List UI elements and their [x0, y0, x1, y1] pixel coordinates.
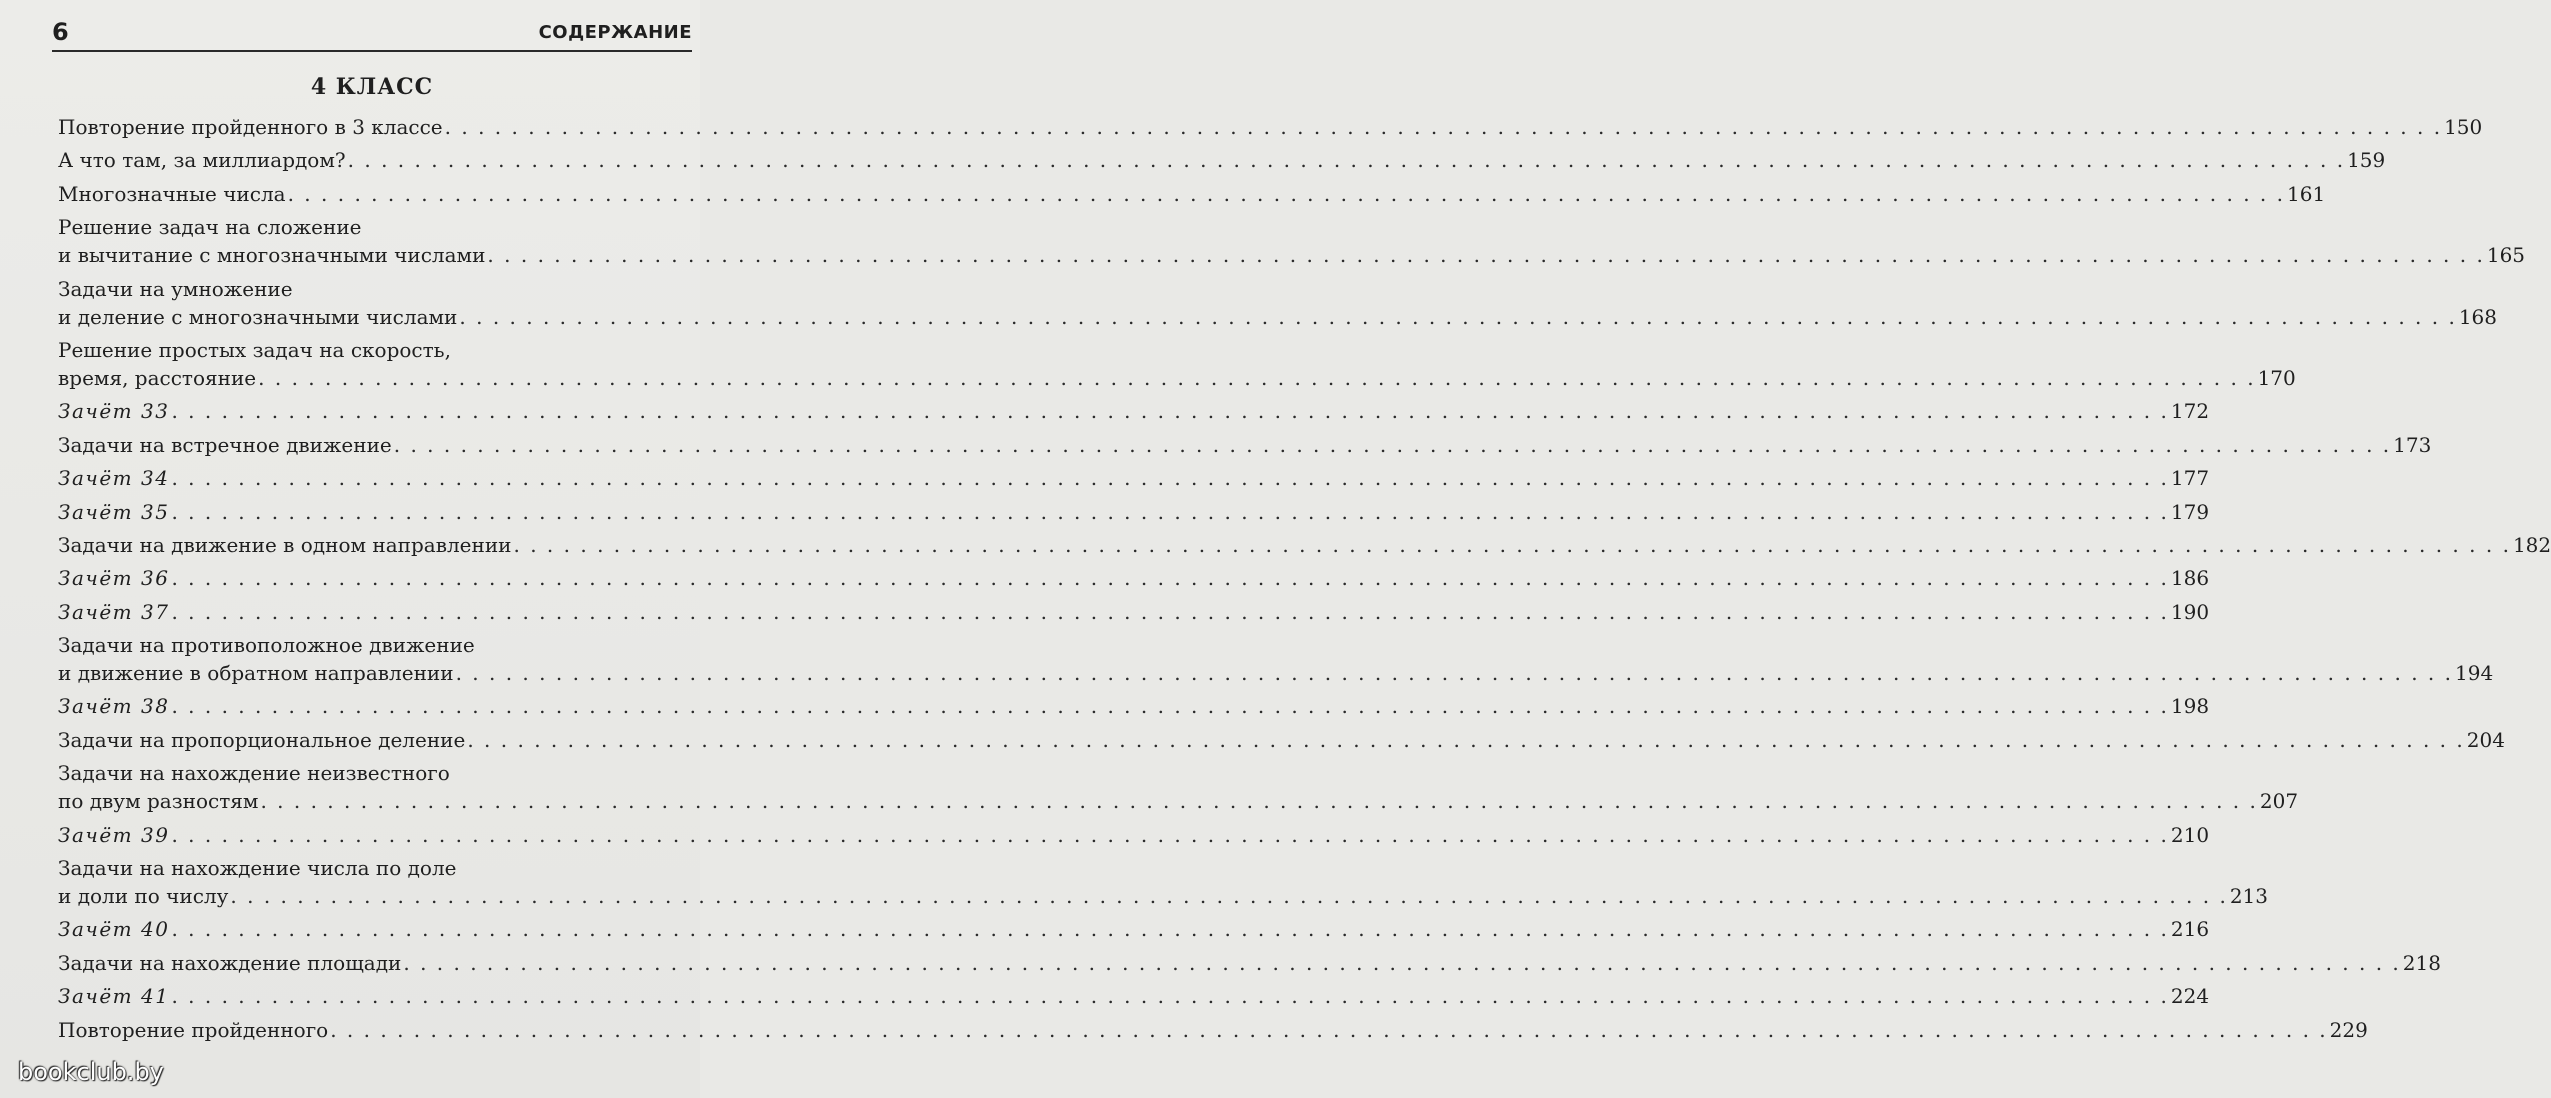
dot-leader: . . . . . . . . . . . . . . . . . . . . . . . . . . . . . . . . . . . . . . . . . . . . . . . . . . . . . . . . . . . . . . . . . . . . . . . . . . . . . . . . . . . . . . . . . . . . . . . . . . . . . . . . . . . . . . . . . . . . . . . .: [455, 661, 2453, 686]
dot-leader: . . . . . . . . . . . . . . . . . . . . . . . . . . . . . . . . . . . . . . . . . . . . . . . . . . . . . . . . . . . . . . . . . . . . . . . . . . . . . . . . . . . . . . . . . . . . . . . . . . . . . . . . . . . . . . . . . . . . . . . .: [258, 365, 2256, 390]
toc-page-number: 210: [2170, 822, 2210, 847]
toc-page-number: 179: [2170, 499, 2210, 524]
toc-entry-line: [58, 982, 2210, 1010]
dot-leader: . . . . . . . . . . . . . . . . . . . . . . . . . . . . . . . . . . . . . . . . . . . . . . . . . . . . . . . . . . . . . . . . . . . . . . . . . . . . . . . . . . . . . . . . . . . . . . . . . . . . . . . . . . . . . . . . . . . . . . . .: [403, 950, 2401, 975]
toc-entry-title: Задачи на нахождение неизвестного: [58, 761, 450, 786]
toc-entry: [58, 1016, 2368, 1044]
toc-entry-title: Зачёт 34: [58, 466, 170, 491]
toc-page-number: 172: [2170, 399, 2210, 424]
dot-leader: . . . . . . . . . . . . . . . . . . . . . . . . . . . . . . . . . . . . . . . . . . . . . . . . . . . . . . . . . . . . . . . . . . . . . . . . . . . . . . . . . . . . . . . . . . . . . . . . . . . . . . . . . . . . . . . . . . . . . . . .: [487, 243, 2485, 268]
dot-leader: . . . . . . . . . . . . . . . . . . . . . . . . . . . . . . . . . . . . . . . . . . . . . . . . . . . . . . . . . . . . . . . . . . . . . . . . . . . . . . . . . . . . . . . . . . . . . . . . . . . . . . . . . . . . . . . . . . . . . . . .: [171, 599, 2169, 624]
toc-entry: [58, 180, 2326, 208]
toc-entry-line: [58, 854, 690, 882]
toc-page-number: 218: [2402, 950, 2441, 975]
toc-page-number: 229: [2329, 1017, 2368, 1042]
toc-entry-title: и доли по числу: [58, 884, 229, 909]
toc-entry: [58, 692, 2210, 720]
toc-entry-line: [58, 213, 690, 241]
section-title: 4 КЛАСС: [310, 74, 434, 100]
dot-leader: . . . . . . . . . . . . . . . . . . . . . . . . . . . . . . . . . . . . . . . . . . . . . . . . . . . . . . . . . . . . . . . . . . . . . . . . . . . . . . . . . . . . . . . . . . . . . . . . . . . . . . . . . . . . . . . . . . . . . . . .: [171, 694, 2169, 719]
toc-entry-line: [58, 180, 2326, 208]
toc-entry-line: [58, 397, 2210, 425]
toc-entry-title: Повторение пройденного в 3 классе: [58, 115, 443, 139]
toc-entry-line: [58, 464, 2210, 492]
toc-page-number: 198: [2170, 694, 2210, 719]
running-title: СОДЕРЖАНИЕ: [538, 22, 692, 43]
toc-entry: [58, 726, 2505, 754]
toc-entry: [58, 564, 2210, 592]
toc-entry: [58, 146, 2386, 174]
table-of-contents: [58, 113, 2551, 1049]
toc-entry-line: [58, 726, 2505, 754]
toc-entry-title: Зачёт 41: [58, 984, 170, 1009]
toc-entry-title: Задачи на нахождение площади: [58, 950, 402, 975]
toc-entry-title: Решение задач на сложение: [58, 215, 362, 240]
toc-entry-title: Повторение пройденного: [58, 1017, 329, 1042]
dot-leader: . . . . . . . . . . . . . . . . . . . . . . . . . . . . . . . . . . . . . . . . . . . . . . . . . . . . . . . . . . . . . . . . . . . . . . . . . . . . . . . . . . . . . . . . . . . . . . . . . . . . . . . . . . . . . . . . . . . . . . . .: [513, 532, 2511, 557]
toc-entry: [58, 213, 2526, 269]
toc-entry-title: по двум разностям: [58, 789, 259, 814]
toc-entry-line: [58, 692, 2210, 720]
toc-page-number: 168: [2458, 304, 2498, 329]
toc-page-number: 161: [2287, 181, 2326, 206]
toc-entry-title: Решение простых задач на скорость,: [58, 337, 451, 362]
toc-entry-line: [58, 915, 2210, 943]
toc-entry: [58, 598, 2210, 626]
toc-entry-line: [58, 303, 2498, 331]
toc-entry: [58, 982, 2210, 1010]
page-header: [52, 16, 692, 48]
toc-page-number: 190: [2170, 599, 2210, 624]
toc-entry-title: и движение в обратном направлении: [58, 661, 454, 686]
toc-entry-line: [58, 949, 2441, 977]
dot-leader: . . . . . . . . . . . . . . . . . . . . . . . . . . . . . . . . . . . . . . . . . . . . . . . . . . . . . . . . . . . . . . . . . . . . . . . . . . . . . . . . . . . . . . . . . . . . . . . . . . . . . . . . . . . . . . . . . . . . . . . .: [459, 304, 2457, 329]
toc-page-number: 150: [2444, 115, 2483, 139]
toc-entry-title: Задачи на движение в одном направлении: [58, 532, 512, 557]
toc-entry-line: [58, 336, 690, 364]
toc-entry: [58, 759, 2299, 815]
toc-entry: [58, 531, 2551, 559]
toc-entry: [58, 949, 2441, 977]
toc-entry-title: и деление с многозначными числами: [58, 304, 458, 329]
toc-entry-line: [58, 659, 2494, 687]
toc-entry-title: Зачёт 37: [58, 599, 170, 624]
toc-entry-title: Многозначные числа: [58, 181, 286, 206]
toc-page-number: 194: [2455, 661, 2494, 686]
toc-entry: [58, 498, 2210, 526]
toc-entry-line: [58, 146, 2386, 174]
toc-entry-line: [58, 1016, 2368, 1044]
dot-leader: . . . . . . . . . . . . . . . . . . . . . . . . . . . . . . . . . . . . . . . . . . . . . . . . . . . . . . . . . . . . . . . . . . . . . . . . . . . . . . . . . . . . . . . . . . . . . . . . . . . . . . . . . . . . . . . . . . . . . . . .: [347, 148, 2346, 173]
dot-leader: . . . . . . . . . . . . . . . . . . . . . . . . . . . . . . . . . . . . . . . . . . . . . . . . . . . . . . . . . . . . . . . . . . . . . . . . . . . . . . . . . . . . . . . . . . . . . . . . . . . . . . . . . . . . . . . . . . . . . . . .: [444, 115, 2443, 139]
toc-entry-title: Задачи на пропорциональное деление: [58, 727, 466, 752]
toc-entry-title: Задачи на встречное движение: [58, 432, 392, 457]
dot-leader: . . . . . . . . . . . . . . . . . . . . . . . . . . . . . . . . . . . . . . . . . . . . . . . . . . . . . . . . . . . . . . . . . . . . . . . . . . . . . . . . . . . . . . . . . . . . . . . . . . . . . . . . . . . . . . . . . . . . . . . .: [171, 566, 2169, 591]
header-rule: [52, 50, 692, 52]
dot-leader: . . . . . . . . . . . . . . . . . . . . . . . . . . . . . . . . . . . . . . . . . . . . . . . . . . . . . . . . . . . . . . . . . . . . . . . . . . . . . . . . . . . . . . . . . . . . . . . . . . . . . . . . . . . . . . . . . . . . . . . .: [171, 917, 2169, 942]
toc-page-number: 216: [2170, 917, 2210, 942]
watermark: bookclub.by: [18, 1058, 164, 1086]
toc-entry-line: [58, 598, 2210, 626]
toc-page-number: 224: [2170, 984, 2210, 1009]
toc-entry-title: Задачи на нахождение числа по доле: [58, 856, 457, 881]
dot-leader: . . . . . . . . . . . . . . . . . . . . . . . . . . . . . . . . . . . . . . . . . . . . . . . . . . . . . . . . . . . . . . . . . . . . . . . . . . . . . . . . . . . . . . . . . . . . . . . . . . . . . . . . . . . . . . . . . . . . . . . .: [171, 399, 2169, 424]
toc-page-number: 186: [2170, 566, 2210, 591]
toc-page-number: 207: [2259, 789, 2299, 814]
toc-entry: [58, 336, 2296, 392]
toc-entry: [58, 397, 2210, 425]
toc-entry-title: Задачи на умножение: [58, 276, 293, 301]
toc-entry-title: Зачёт 36: [58, 566, 170, 591]
toc-entry-line: [58, 241, 2526, 269]
toc-entry-line: [58, 787, 2299, 815]
dot-leader: . . . . . . . . . . . . . . . . . . . . . . . . . . . . . . . . . . . . . . . . . . . . . . . . . . . . . . . . . . . . . . . . . . . . . . . . . . . . . . . . . . . . . . . . . . . . . . . . . . . . . . . . . . . . . . . . . . . . . . . .: [171, 984, 2169, 1009]
dot-leader: . . . . . . . . . . . . . . . . . . . . . . . . . . . . . . . . . . . . . . . . . . . . . . . . . . . . . . . . . . . . . . . . . . . . . . . . . . . . . . . . . . . . . . . . . . . . . . . . . . . . . . . . . . . . . . . . . . . . . . . .: [287, 181, 2286, 206]
toc-entry: [58, 113, 2483, 141]
toc-entry-title: Зачёт 33: [58, 399, 170, 424]
toc-entry-title: Зачёт 40: [58, 917, 170, 942]
toc-entry-title: А что там, за миллиардом?: [58, 148, 346, 173]
dot-leader: . . . . . . . . . . . . . . . . . . . . . . . . . . . . . . . . . . . . . . . . . . . . . . . . . . . . . . . . . . . . . . . . . . . . . . . . . . . . . . . . . . . . . . . . . . . . . . . . . . . . . . . . . . . . . . . . . . . . . . . .: [171, 499, 2169, 524]
dot-leader: . . . . . . . . . . . . . . . . . . . . . . . . . . . . . . . . . . . . . . . . . . . . . . . . . . . . . . . . . . . . . . . . . . . . . . . . . . . . . . . . . . . . . . . . . . . . . . . . . . . . . . . . . . . . . . . . . . . . . . . .: [260, 789, 2258, 814]
toc-page-number: 165: [2486, 243, 2526, 268]
toc-entry-line: [58, 821, 2210, 849]
toc-entry-line: [58, 882, 2269, 910]
toc-entry-line: [58, 113, 2483, 141]
toc-entry-title: Задачи на противоположное движение: [58, 633, 475, 658]
dot-leader: . . . . . . . . . . . . . . . . . . . . . . . . . . . . . . . . . . . . . . . . . . . . . . . . . . . . . . . . . . . . . . . . . . . . . . . . . . . . . . . . . . . . . . . . . . . . . . . . . . . . . . . . . . . . . . . . . . . . . . . .: [330, 1017, 2328, 1042]
toc-entry-title: Зачёт 39: [58, 822, 170, 847]
toc-entry: [58, 275, 2498, 331]
dot-leader: . . . . . . . . . . . . . . . . . . . . . . . . . . . . . . . . . . . . . . . . . . . . . . . . . . . . . . . . . . . . . . . . . . . . . . . . . . . . . . . . . . . . . . . . . . . . . . . . . . . . . . . . . . . . . . . . . . . . . . . .: [393, 432, 2392, 457]
toc-entry-title: время, расстояние: [58, 365, 257, 390]
toc-entry: [58, 915, 2210, 943]
toc-page-number: 204: [2466, 727, 2505, 752]
toc-entry-line: [58, 431, 2432, 459]
toc-page-number: 170: [2257, 365, 2296, 390]
toc-entry: [58, 431, 2432, 459]
toc-page-number: 159: [2347, 148, 2386, 173]
toc-entry-line: [58, 531, 2551, 559]
toc-entry-title: и вычитание с многозначными числами: [58, 243, 486, 268]
dot-leader: . . . . . . . . . . . . . . . . . . . . . . . . . . . . . . . . . . . . . . . . . . . . . . . . . . . . . . . . . . . . . . . . . . . . . . . . . . . . . . . . . . . . . . . . . . . . . . . . . . . . . . . . . . . . . . . . . . . . . . . .: [171, 822, 2169, 847]
dot-leader: . . . . . . . . . . . . . . . . . . . . . . . . . . . . . . . . . . . . . . . . . . . . . . . . . . . . . . . . . . . . . . . . . . . . . . . . . . . . . . . . . . . . . . . . . . . . . . . . . . . . . . . . . . . . . . . . . . . . . . . .: [467, 727, 2465, 752]
toc-entry: [58, 854, 2269, 910]
toc-entry-line: [58, 564, 2210, 592]
toc-entry-title: Зачёт 35: [58, 499, 170, 524]
toc-entry: [58, 464, 2210, 492]
toc-page-number: 182: [2512, 532, 2551, 557]
dot-leader: . . . . . . . . . . . . . . . . . . . . . . . . . . . . . . . . . . . . . . . . . . . . . . . . . . . . . . . . . . . . . . . . . . . . . . . . . . . . . . . . . . . . . . . . . . . . . . . . . . . . . . . . . . . . . . . . . . . . . . . .: [171, 466, 2169, 491]
toc-page-number: 173: [2393, 432, 2432, 457]
toc-page-number: 177: [2170, 466, 2210, 491]
toc-page-number: 213: [2229, 884, 2269, 909]
toc-entry-line: [58, 275, 690, 303]
toc-entry-line: [58, 498, 2210, 526]
dot-leader: . . . . . . . . . . . . . . . . . . . . . . . . . . . . . . . . . . . . . . . . . . . . . . . . . . . . . . . . . . . . . . . . . . . . . . . . . . . . . . . . . . . . . . . . . . . . . . . . . . . . . . . . . . . . . . . . . . . . . . . .: [230, 884, 2228, 909]
page-number: 6: [52, 18, 69, 46]
toc-entry: [58, 821, 2210, 849]
toc-entry-line: [58, 364, 2296, 392]
toc-entry-title: Зачёт 38: [58, 694, 170, 719]
toc-entry: [58, 631, 2494, 687]
toc-entry-line: [58, 631, 690, 659]
toc-entry-line: [58, 759, 690, 787]
